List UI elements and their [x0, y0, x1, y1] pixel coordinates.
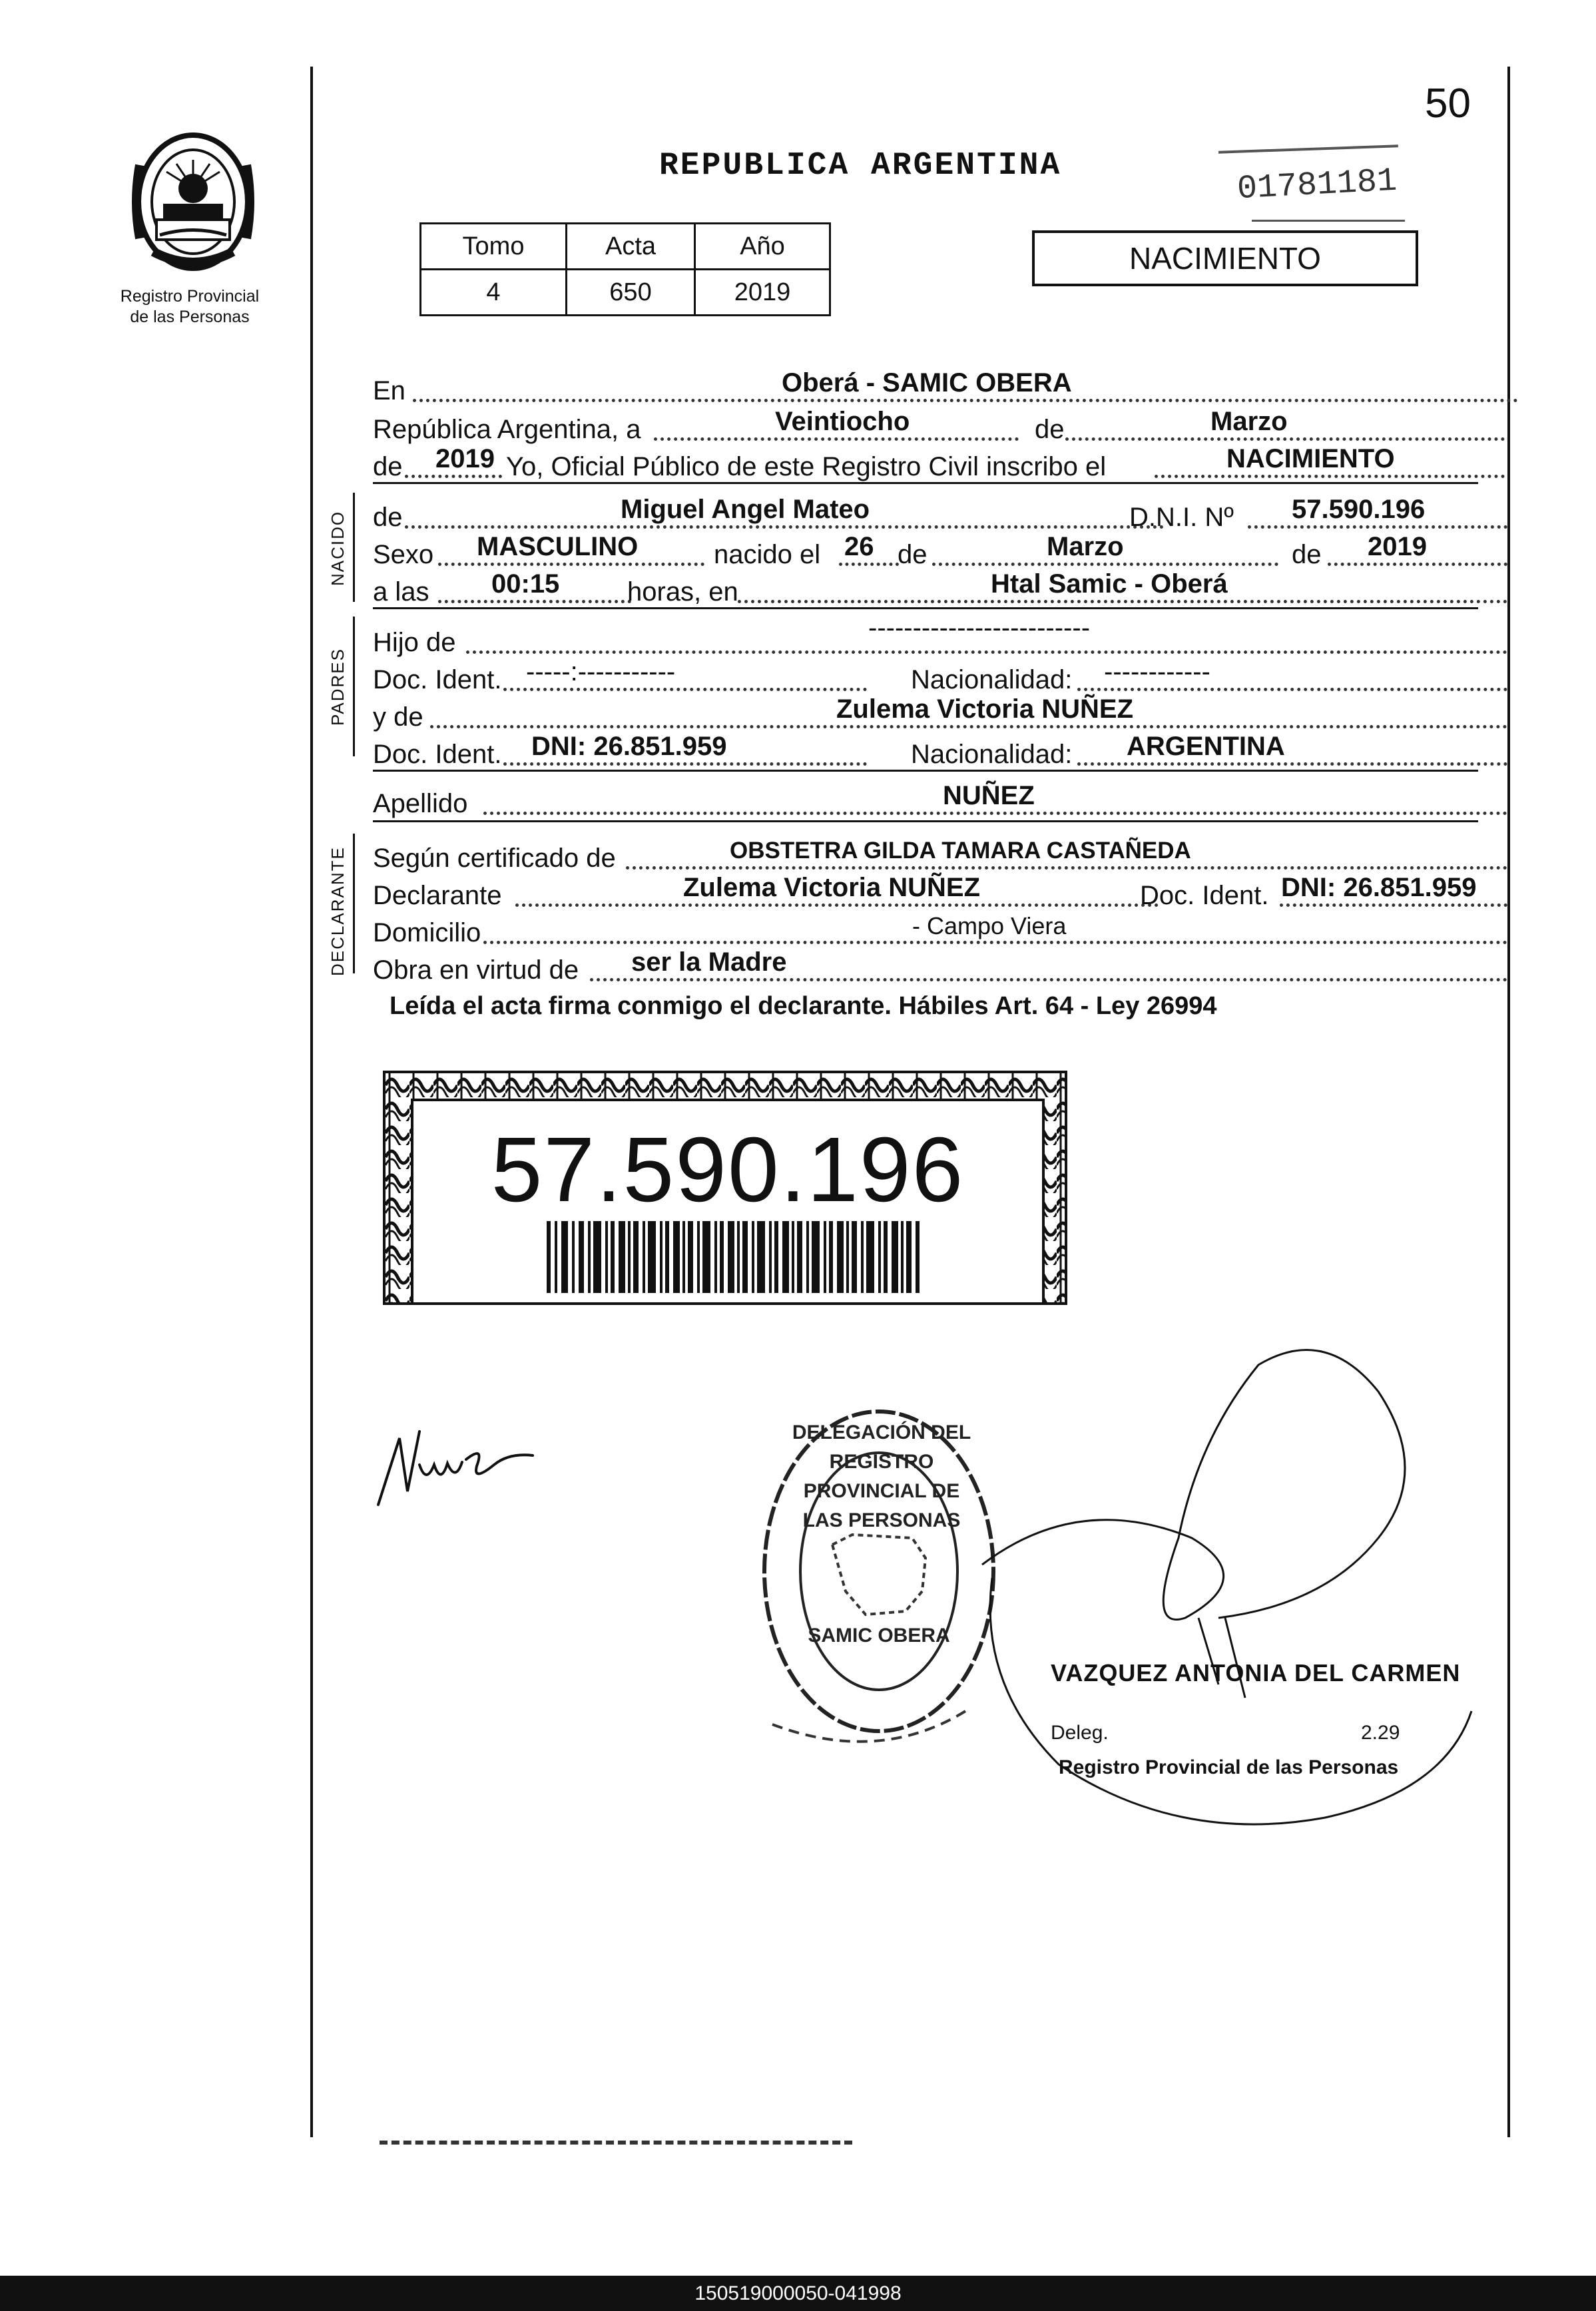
doc-ident-label: Doc. Ident.: [1140, 881, 1269, 910]
day-words-value: Veintiocho: [775, 407, 910, 436]
row-domicilio: [373, 911, 1478, 948]
register-table-value-row: [421, 270, 830, 316]
doc-ident-label: Doc. Ident.: [373, 740, 502, 769]
fill-line: [1065, 437, 1505, 441]
row-obra: [373, 948, 1478, 985]
table-cell: 2019: [695, 270, 830, 316]
inscribo-label: Yo, Oficial Público de este Registro Civil inscribo el: [506, 452, 1107, 481]
table-header: Año: [695, 224, 830, 270]
fill-line: [1328, 563, 1507, 566]
serial-bottom-line: [1252, 220, 1405, 224]
table-cell: 650: [567, 270, 695, 316]
fill-line: [839, 563, 899, 566]
official-role: Deleg.: [1051, 1722, 1109, 1744]
fill-line: [738, 600, 1507, 603]
father-nationality-value: ------------: [1104, 657, 1210, 686]
de-label: de: [373, 452, 403, 481]
section-divider: [373, 820, 1478, 822]
fill-line: [405, 475, 502, 478]
child-name-value: Miguel Angel Mateo: [621, 495, 870, 524]
stamp-date-fragment: 2.29: [1361, 1722, 1400, 1744]
declarante-label: Declarante: [373, 881, 502, 910]
page-number: 50: [1425, 81, 1471, 127]
row-certificate: [373, 836, 1478, 874]
declarante-bracket: [353, 834, 355, 973]
birth-day-value: 26: [844, 532, 874, 561]
fill-line: [405, 525, 1164, 529]
obra-label: Obra en virtud de: [373, 955, 579, 985]
serial-top-line: [1218, 144, 1398, 157]
hijo-de-label: Hijo de: [373, 628, 456, 657]
mother-name-value: Zulema Victoria NUÑEZ: [836, 694, 1134, 724]
row-father-doc: [373, 658, 1478, 695]
registry-logo: [127, 125, 260, 278]
row-surname: [373, 782, 1478, 819]
right-margin-line: [1507, 67, 1510, 2137]
footer-bar: [0, 2276, 1596, 2311]
registry-caption: [100, 286, 280, 328]
fill-line: [483, 812, 1507, 815]
row-declarante: [373, 874, 1478, 911]
official-registry: Registro Provincial de las Personas: [1059, 1756, 1399, 1778]
declarant-signature-icon: [373, 1418, 573, 1518]
caption-line-2: de las Personas: [130, 308, 250, 326]
row-date: [373, 407, 1478, 445]
sexo-value: MASCULINO: [477, 532, 639, 561]
child-dni-value: 57.590.196: [1292, 495, 1426, 524]
fill-line: [413, 399, 1518, 402]
de-label: de: [1035, 415, 1065, 444]
en-label: En: [373, 376, 405, 405]
nacido-section-label: NACIDO: [328, 510, 348, 586]
fill-line: [626, 866, 1507, 870]
row-mother-doc: [373, 732, 1478, 770]
barcode-icon: [547, 1221, 920, 1293]
footer-code: 150519000050-041998: [694, 2282, 902, 2304]
de-label: de: [898, 540, 928, 569]
declarante-doc-value: DNI: 26.851.959: [1281, 873, 1477, 902]
bottom-dashed-line: [380, 2141, 852, 2145]
domicilio-value: - Campo Viera: [912, 912, 1067, 939]
padres-section-label: PADRES: [328, 648, 348, 726]
fill-line: [1155, 475, 1505, 478]
nacionalidad-label: Nacionalidad:: [911, 665, 1073, 694]
closing-statement: Leída el acta firma conmigo el declarante. Hábiles Art. 64 - Ley 26994: [390, 992, 1217, 1020]
document-title: REPUBLICA ARGENTINA: [659, 148, 1062, 184]
nacido-bracket: [353, 493, 355, 602]
month-value: Marzo: [1210, 407, 1288, 436]
mother-nationality-value: ARGENTINA: [1127, 732, 1285, 761]
dni-sticker-inner: [411, 1099, 1045, 1305]
y-de-label: y de: [373, 702, 423, 732]
fill-line: [1077, 762, 1507, 766]
nacionalidad-label: Nacionalidad:: [911, 740, 1073, 769]
row-birth-time: [373, 570, 1478, 607]
obra-value: ser la Madre: [631, 947, 787, 977]
table-header: Acta: [567, 224, 695, 270]
father-doc-value: -----:-----------: [526, 657, 676, 686]
left-margin-line: [310, 67, 313, 2137]
fill-line: [932, 563, 1278, 566]
certificate-value: OBSTETRA GILDA TAMARA CASTAÑEDA: [730, 838, 1191, 864]
fill-line: [438, 563, 704, 566]
domicilio-label: Domicilio: [373, 918, 481, 947]
row-sex-birth: [373, 533, 1478, 570]
republica-label: República Argentina, a: [373, 415, 641, 444]
surname-value: NUÑEZ: [943, 781, 1035, 810]
birth-time-value: 00:15: [491, 569, 560, 599]
row-father: [373, 613, 1478, 658]
section-divider: [373, 770, 1478, 772]
record-type-box: NACIMIENTO: [1032, 230, 1418, 286]
table-cell: 4: [421, 270, 567, 316]
mother-doc-value: DNI: 26.851.959: [531, 732, 727, 761]
fill-line: [503, 688, 867, 691]
serial-number: 01781181: [1236, 162, 1398, 209]
year-value: 2019: [435, 444, 495, 473]
sexo-label: Sexo: [373, 540, 434, 569]
fill-line: [483, 941, 1507, 944]
stamp-ring-text: DELEGACIÓN DEL REGISTRO PROVINCIAL DE LAS PERSONAS: [792, 1421, 971, 1531]
dni-label: D.N.I. Nº: [1129, 503, 1234, 532]
register-table: [419, 222, 831, 316]
section-divider: [373, 482, 1478, 484]
fill-line: [466, 650, 1507, 654]
fill-line: [1077, 688, 1507, 691]
table-header: Tomo: [421, 224, 567, 270]
father-name-value: -------------------------: [868, 613, 1091, 642]
declarante-name-value: Zulema Victoria NUÑEZ: [683, 873, 981, 902]
fill-line: [1280, 903, 1507, 907]
place-value: Oberá - SAMIC OBERA: [782, 368, 1072, 397]
row-place: [373, 369, 1478, 406]
a-las-label: a las: [373, 577, 429, 607]
fill-line: [503, 762, 867, 766]
de-label: de: [1292, 540, 1322, 569]
dni-sticker: [383, 1071, 1067, 1305]
fill-line: [430, 725, 1507, 728]
birth-place-value: Htal Samic - Oberá: [991, 569, 1228, 599]
padres-bracket: [353, 617, 355, 756]
de-label: de: [373, 503, 403, 532]
fill-line: [654, 437, 1019, 441]
birth-month-value: Marzo: [1047, 532, 1124, 561]
provincial-seal-icon: [127, 125, 260, 278]
birth-year-value: 2019: [1368, 532, 1427, 561]
apellido-label: Apellido: [373, 789, 468, 818]
nacido-el-label: nacido el: [714, 540, 821, 569]
fill-line: [515, 903, 1159, 907]
segun-label: Según certificado de: [373, 844, 616, 873]
dni-sticker-number: 57.590.196: [491, 1119, 965, 1221]
row-mother: [373, 695, 1478, 732]
section-divider: [373, 607, 1478, 609]
row-year: [373, 445, 1478, 482]
caption-line-1: Registro Provincial: [120, 287, 260, 306]
fill-line: [590, 978, 1507, 981]
official-name: VAZQUEZ ANTONIA DEL CARMEN: [1051, 1659, 1461, 1686]
fill-line: [438, 600, 631, 603]
stamp-inner-text: SAMIC OBERA: [808, 1625, 950, 1647]
declarante-section-label: DECLARANTE: [328, 846, 348, 976]
doc-ident-label: Doc. Ident.: [373, 665, 502, 694]
fill-line: [1248, 525, 1507, 529]
row-child-name: [373, 495, 1478, 533]
act-type-value: NACIMIENTO: [1226, 444, 1395, 473]
horas-en-label: horas, en: [627, 577, 738, 607]
register-table-header-row: [421, 224, 830, 270]
